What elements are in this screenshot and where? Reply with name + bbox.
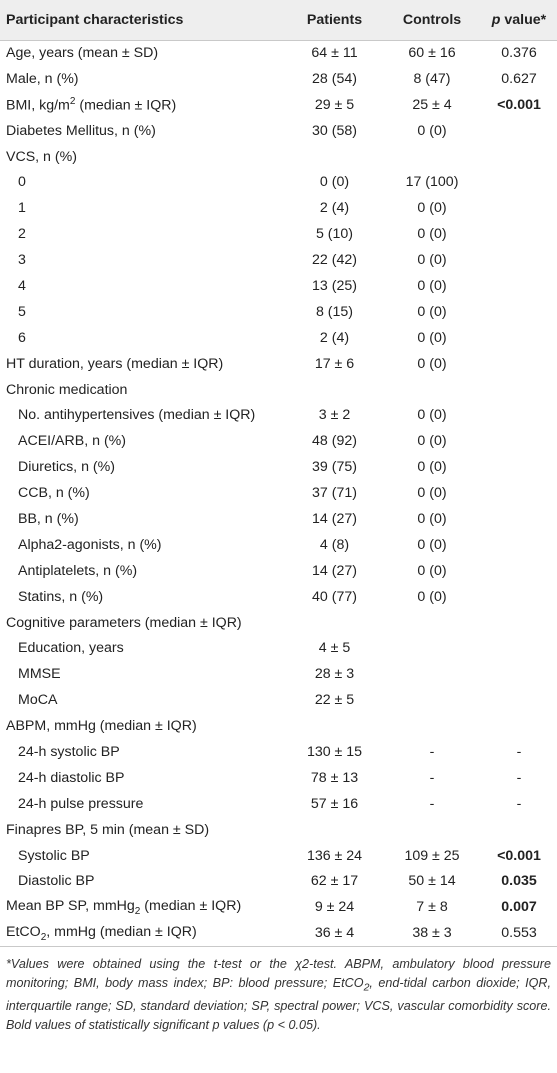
header-p-italic: p (491, 11, 501, 28)
row-label (0, 506, 286, 532)
cell-patients (286, 713, 383, 739)
row-label (0, 195, 286, 221)
row-label (0, 144, 286, 170)
cell-p-value (481, 221, 557, 247)
cell-patients (286, 610, 383, 636)
table-row (0, 558, 557, 584)
cell-p-value: 0.553 (481, 920, 557, 946)
cell-controls: 0 (0) (417, 122, 447, 139)
row-label-text: No. antihypertensives (median ± IQR) (18, 407, 256, 424)
cell-controls: 0 (0) (417, 407, 447, 424)
row-label-rest: (median ± IQR) (75, 97, 177, 114)
cell-p-value: - (516, 795, 522, 812)
table-row (0, 610, 557, 636)
cell-p-value (481, 480, 557, 506)
row-label-text: Diastolic BP (18, 873, 95, 890)
cell-controls: 17 (100) (405, 174, 459, 191)
row-label-text: Diabetes Mellitus, n (%) (6, 122, 156, 139)
table-row (0, 817, 557, 843)
footnote-sub: 2 (363, 981, 370, 994)
cell-controls: - (429, 769, 435, 786)
cell-p-value (481, 558, 557, 584)
row-label (0, 584, 286, 610)
cell-controls: 0 (0) (417, 485, 447, 502)
cell-patients: 57 ± 16 (310, 795, 359, 812)
row-label (0, 221, 286, 247)
row-label-text: MMSE (18, 666, 61, 683)
cell-p-value (481, 144, 557, 170)
cell-p-value (481, 273, 557, 299)
row-label-text: CCB, n (%) (18, 485, 90, 502)
cell-patients: 64 ± 11 (311, 45, 358, 62)
cell-p-value: - (516, 743, 522, 760)
header-p-rest: value* (500, 11, 547, 28)
cell-controls: 0 (0) (417, 226, 447, 243)
row-label-text: Systolic BP (18, 847, 90, 864)
cell-controls: - (429, 795, 435, 812)
cell-patients: 78 ± 13 (310, 769, 359, 786)
cell-p-value (481, 584, 557, 610)
cell-controls (383, 144, 481, 170)
table-row (0, 66, 557, 92)
row-label (0, 843, 286, 869)
header-row (0, 0, 557, 40)
row-label (0, 480, 286, 506)
cell-controls (383, 377, 481, 403)
cell-patients: 30 (58) (312, 122, 357, 139)
table-row (0, 713, 557, 739)
table-row (0, 869, 557, 895)
row-label-text: 4 (18, 277, 26, 294)
cell-patients: 22 (42) (312, 252, 357, 269)
row-label (0, 169, 286, 195)
cell-patients: 14 (27) (312, 510, 357, 527)
cell-controls: 25 ± 4 (412, 96, 452, 113)
cell-p-value (481, 299, 557, 325)
cell-patients (286, 144, 383, 170)
cell-controls (383, 817, 481, 843)
cell-p-value (481, 402, 557, 428)
table-row (0, 480, 557, 506)
row-label-text: 0 (18, 174, 26, 191)
cell-p-value: <0.001 (497, 847, 541, 864)
cell-controls: 0 (0) (417, 562, 447, 579)
cell-patients: 22 ± 5 (314, 692, 355, 709)
row-label (0, 687, 286, 713)
table-row (0, 635, 557, 661)
cell-controls: 0 (0) (417, 303, 447, 320)
cell-p-value (481, 351, 557, 377)
cell-controls: 0 (0) (417, 355, 447, 372)
cell-patients (286, 377, 383, 403)
row-label (0, 635, 286, 661)
cell-controls: 0 (0) (417, 433, 447, 450)
cell-p-value: 0.007 (501, 899, 537, 916)
row-label (0, 402, 286, 428)
table-body (0, 40, 557, 946)
table-row (0, 169, 557, 195)
cell-p-value: <0.001 (497, 96, 541, 113)
table-row (0, 920, 557, 946)
table-row (0, 739, 557, 765)
row-label (0, 713, 286, 739)
row-label (0, 558, 286, 584)
table-row (0, 118, 557, 144)
row-label-text: 24-h pulse pressure (18, 795, 144, 812)
cell-patients: 37 (71) (312, 485, 357, 502)
cell-patients: 13 (25) (312, 277, 357, 294)
cell-patients: 9 ± 24 (314, 899, 355, 916)
row-label-text: VCS, n (%) (6, 148, 77, 165)
cell-p-value (481, 454, 557, 480)
row-label (0, 428, 286, 454)
cell-p-value: 0.035 (501, 873, 537, 890)
cell-p-value (481, 661, 557, 687)
table-row (0, 195, 557, 221)
cell-p-value (481, 377, 557, 403)
row-label-text: Finapres BP, 5 min (mean ± SD) (6, 821, 210, 838)
cell-controls (383, 635, 481, 661)
cell-patients: 136 ± 24 (306, 847, 363, 864)
row-label-text: 24-h diastolic BP (18, 769, 125, 786)
table-row (0, 40, 557, 66)
table-row (0, 765, 557, 791)
table-row (0, 843, 557, 869)
cell-controls: 0 (0) (417, 277, 447, 294)
cell-p-value (481, 635, 557, 661)
cell-p-value (481, 687, 557, 713)
row-label (0, 273, 286, 299)
row-label (0, 817, 286, 843)
row-label (0, 610, 286, 636)
table-row (0, 144, 557, 170)
table-row (0, 299, 557, 325)
cell-patients: 0 (0) (319, 174, 350, 191)
row-label-sub: 2 (134, 905, 141, 917)
cell-controls (383, 713, 481, 739)
row-label-text: Male, n (%) (6, 70, 79, 87)
cell-patients: 28 ± 3 (314, 666, 355, 683)
row-label (0, 454, 286, 480)
table-row (0, 454, 557, 480)
row-label-sub: 2 (40, 931, 47, 943)
table-header (0, 0, 557, 40)
row-label-text: ACEI/ARB, n (%) (18, 433, 127, 450)
row-label (0, 325, 286, 351)
row-label-text: Alpha2-agonists, n (%) (18, 536, 162, 553)
cell-patients: 48 (92) (312, 433, 357, 450)
table-row (0, 402, 557, 428)
cell-p-value (481, 428, 557, 454)
cell-patients: 62 ± 17 (310, 873, 359, 890)
row-label (0, 920, 286, 946)
cell-p-value (481, 195, 557, 221)
table-row (0, 791, 557, 817)
cell-patients (286, 817, 383, 843)
cell-p-value (481, 817, 557, 843)
table-row (0, 532, 557, 558)
cell-controls: 38 ± 3 (383, 920, 481, 946)
cell-controls: 0 (0) (417, 588, 447, 605)
row-label-sup: 2 (69, 95, 76, 107)
table-row (0, 428, 557, 454)
cell-patients: 14 (27) (312, 562, 357, 579)
cell-p-value: - (516, 769, 522, 786)
row-label-text: Chronic medication (6, 381, 128, 398)
cell-p-value: 0.627 (501, 70, 537, 87)
table-row (0, 273, 557, 299)
table-row (0, 247, 557, 273)
table-row (0, 92, 557, 118)
header-p-value (481, 0, 557, 40)
row-label-text: 6 (18, 329, 26, 346)
row-label (0, 66, 286, 92)
cell-patients: 130 ± 15 (306, 743, 363, 760)
cell-patients: 40 (77) (312, 588, 357, 605)
cell-p-value (481, 713, 557, 739)
cell-patients: 5 (10) (315, 226, 354, 243)
row-label-text: Age, years (mean ± SD) (6, 45, 159, 62)
cell-patients: 2 (4) (319, 329, 350, 346)
row-label-rest: , mmHg (median ± IQR) (46, 923, 197, 940)
cell-patients: 8 (15) (315, 303, 354, 320)
row-label-text: ABPM, mmHg (median ± IQR) (6, 718, 197, 735)
row-label (0, 739, 286, 765)
cell-controls: 0 (0) (417, 510, 447, 527)
cell-patients: 36 ± 4 (286, 920, 383, 946)
footnote-part1: *Values were obtained using the t-test or the χ2-test. ABPM, ambulatory blood pressure monitoring; BMI, body mass index; BP: blood pressure; EtCO (6, 956, 551, 990)
cell-patients: 3 ± 2 (318, 407, 351, 424)
cell-p-value (481, 610, 557, 636)
table-row (0, 221, 557, 247)
cell-patients: 4 ± 5 (318, 640, 351, 657)
cell-p-value (481, 532, 557, 558)
cell-p-value (481, 325, 557, 351)
row-label-text: 1 (18, 200, 26, 217)
cell-patients: 28 (54) (312, 70, 357, 87)
row-label-text: Statins, n (%) (18, 588, 104, 605)
row-label (0, 377, 286, 403)
row-label (0, 299, 286, 325)
cell-controls (383, 661, 481, 687)
table-row (0, 584, 557, 610)
footnote-part2: , end-tidal carbon dioxide; IQR, interquartile range; SD, standard deviation; SP, spectral power; VCS, vascular comorbidity score. Bold values of statistically significant p values (p < 0.05). (6, 975, 551, 1033)
table-row (0, 661, 557, 687)
cell-controls: 0 (0) (417, 536, 447, 553)
header-patients: Patients (306, 11, 363, 28)
cell-controls: 0 (0) (417, 200, 447, 217)
header-characteristics: Participant characteristics (6, 11, 184, 28)
row-label-text: MoCA (18, 692, 58, 709)
row-label (0, 40, 286, 66)
table-row (0, 377, 557, 403)
row-label (0, 661, 286, 687)
cell-controls (383, 687, 481, 713)
cell-controls: 109 ± 25 (404, 847, 460, 864)
row-label-text: Diuretics, n (%) (18, 459, 115, 476)
cell-p-value (481, 506, 557, 532)
cell-patients: 17 ± 6 (314, 355, 355, 372)
cell-controls (383, 610, 481, 636)
cell-controls: 0 (0) (417, 252, 447, 269)
row-label (0, 351, 286, 377)
cell-p-value: 0.376 (501, 45, 537, 62)
row-label-text: Education, years (18, 640, 124, 657)
row-label-text: 3 (18, 252, 26, 269)
row-label (0, 247, 286, 273)
cell-controls: 0 (0) (417, 329, 447, 346)
row-label (0, 791, 286, 817)
row-label (0, 869, 286, 895)
cell-controls: 50 ± 14 (408, 873, 456, 890)
cell-controls: 0 (0) (417, 459, 447, 476)
table-row (0, 506, 557, 532)
header-controls: Controls (402, 11, 462, 28)
table-row (0, 894, 557, 920)
cell-patients: 2 (4) (319, 200, 350, 217)
table-row (0, 687, 557, 713)
cell-controls: - (429, 743, 435, 760)
cell-patients: 39 (75) (312, 459, 357, 476)
row-label (0, 118, 286, 144)
row-label-rest: (median ± IQR) (140, 897, 242, 914)
cell-controls: 7 ± 8 (416, 899, 448, 916)
row-label-text: 2 (18, 226, 26, 243)
table-footnote (0, 947, 557, 1036)
cell-controls: 60 ± 16 (408, 45, 456, 62)
cell-p-value (481, 169, 557, 195)
row-label-text: Antiplatelets, n (%) (18, 562, 138, 579)
table-row (0, 351, 557, 377)
row-label-text: HT duration, years (median ± IQR) (6, 355, 224, 372)
row-label-text: Cognitive parameters (median ± IQR) (6, 614, 242, 631)
cell-controls: 8 (47) (413, 70, 451, 87)
row-label-text: BB, n (%) (18, 510, 79, 527)
row-label (0, 765, 286, 791)
row-label-text: BMI, kg/m (6, 97, 70, 114)
row-label-text: 5 (18, 303, 26, 320)
row-label-text: 24-h systolic BP (18, 743, 120, 760)
cell-patients: 29 ± 5 (314, 96, 355, 113)
row-label-text: EtCO (6, 923, 41, 940)
table-row (0, 325, 557, 351)
row-label (0, 532, 286, 558)
row-label-text: Mean BP SP, mmHg (6, 897, 135, 914)
row-label (0, 92, 286, 118)
row-label (0, 894, 286, 920)
cell-p-value (481, 247, 557, 273)
cell-patients: 4 (8) (319, 536, 350, 553)
cell-p-value (481, 118, 557, 144)
